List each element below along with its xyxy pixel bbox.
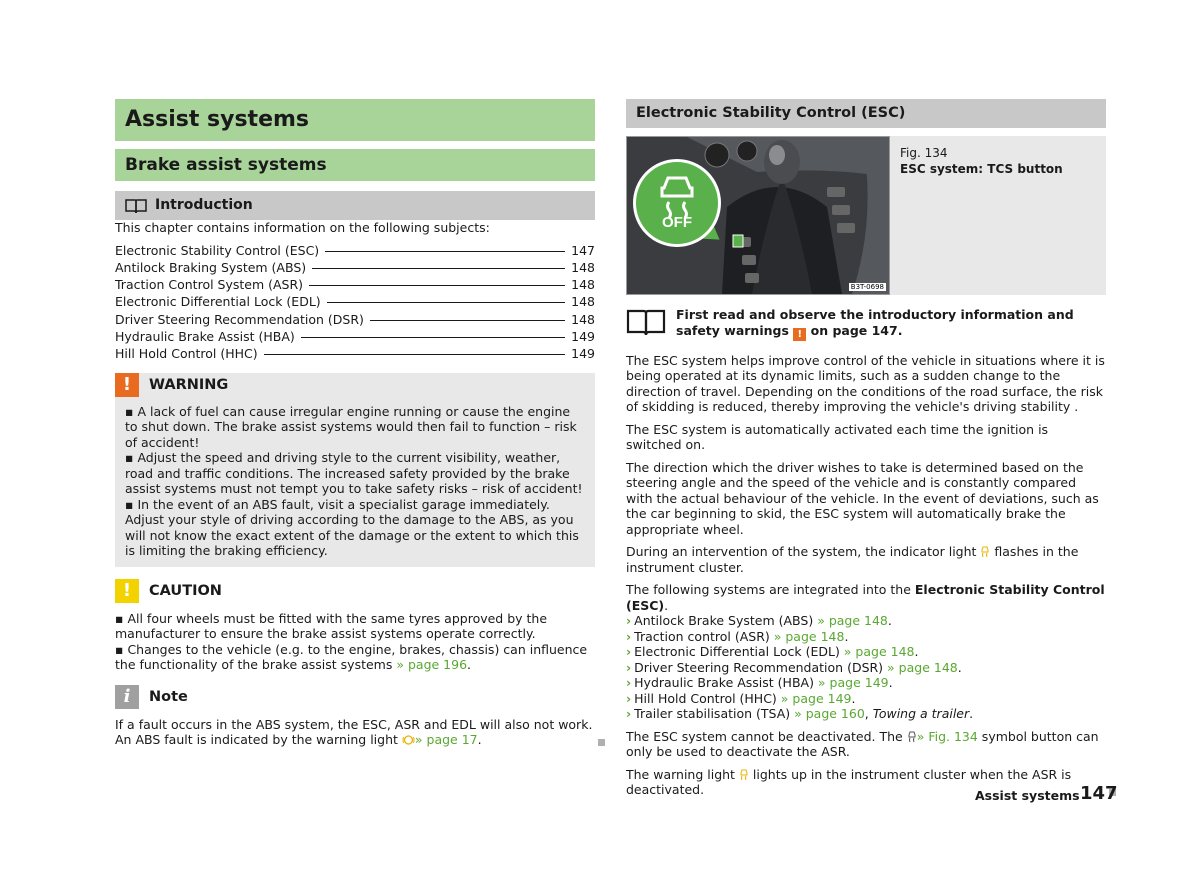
figure-label: Fig. 134 — [900, 146, 948, 160]
toc-page: 148 — [571, 259, 595, 275]
list-end: . — [969, 706, 974, 721]
list-italic: Towing a trailer — [872, 706, 970, 721]
caution-item-text: ▪ Changes to the vehicle (e.g. to the engine, brakes, chassis) can influence the functionality of the brake assist systems — [115, 641, 588, 673]
list-item — [626, 660, 1106, 676]
info-icon: i — [115, 685, 139, 709]
page-link[interactable]: » page 160 — [794, 706, 865, 721]
toc-label: Traction Control System (ASR) — [115, 277, 304, 293]
list-text: Hydraulic Brake Assist (HBA) — [634, 675, 818, 690]
toc-row[interactable] — [115, 311, 595, 328]
paragraph: The ESC system is automatically activated each time the ignition is switched on. — [626, 421, 1049, 452]
book-icon — [125, 198, 147, 214]
page-196-link[interactable]: » page 196 — [396, 657, 468, 673]
caution-item-end: . — [467, 657, 472, 673]
right-column — [626, 99, 1106, 798]
asr-warning-light-icon — [739, 769, 749, 781]
toc-leader — [327, 302, 565, 303]
paragraph-part: During an intervention of the system, the indicator light — [626, 544, 981, 559]
toc-page: 147 — [571, 242, 595, 258]
list-end: . — [888, 675, 893, 690]
toc-leader — [301, 337, 565, 338]
toc-leader — [370, 320, 565, 321]
paragraph-part: The warning light — [626, 766, 739, 782]
warning-icon: ! — [115, 373, 139, 397]
toc-label: Hill Hold Control (HHC) — [115, 346, 258, 362]
caution-title: CAUTION — [149, 582, 222, 599]
page-number: 147 — [1080, 783, 1118, 804]
toc-row[interactable] — [115, 345, 595, 362]
warning-item: ▪ In the event of an ABS fault, visit a specialist garage immediately. Adjust your style of driving according to the damage to the ABS, as you will not know the exact extent of the damage or the extent to which this is limiting the braking efficiency. — [125, 496, 579, 559]
toc-leader — [309, 285, 565, 286]
paragraph: The direction which the driver wishes to take is determined based on the steering angle and the speed of the vehicle and is constantly compared with the actual behaviour of the vehicle. In the event of deviations, such as the car beginning to skid, the ESC system will automatically brake the appropriate wheel. — [626, 459, 1099, 537]
warning-box — [115, 373, 595, 567]
figure-image — [626, 136, 890, 295]
footer-section-name: Assist systems — [975, 788, 1080, 803]
tcs-button-icon — [907, 731, 917, 743]
chevron-right-icon: › — [626, 690, 632, 706]
section-title: Brake assist systems — [115, 149, 595, 181]
page-link[interactable]: » page 148 — [773, 628, 845, 644]
paragraph-part: The following systems are integrated into the — [626, 582, 915, 597]
tcs-off-callout — [633, 159, 721, 247]
read-first-text — [676, 307, 1106, 341]
toc-page: 148 — [571, 277, 595, 293]
page-link[interactable]: » page 149 — [817, 675, 889, 690]
warning-header — [115, 373, 595, 397]
figure-caption — [890, 136, 1106, 295]
note-body — [115, 709, 595, 748]
note-title: Note — [149, 688, 188, 705]
toc-leader — [325, 251, 565, 252]
toc-leader — [264, 354, 565, 355]
section-end-marker — [598, 739, 605, 746]
list-item — [626, 691, 1106, 707]
integrated-systems — [626, 582, 1106, 722]
chevron-right-icon: › — [626, 644, 632, 659]
table-of-contents — [115, 242, 595, 363]
list-end: . — [887, 613, 892, 628]
figure — [626, 136, 1106, 295]
read-first-note — [626, 307, 1106, 341]
toc-page: 148 — [571, 311, 595, 327]
list-text: Antilock Brake System (ABS) — [634, 613, 818, 628]
list-end: . — [851, 690, 856, 706]
page-link[interactable]: » page 148 — [843, 644, 915, 659]
paragraph-part: The ESC system cannot be deactivated. The — [626, 728, 907, 744]
toc-row[interactable] — [115, 328, 595, 345]
chevron-right-icon: › — [626, 706, 632, 721]
note-end: . — [477, 732, 482, 748]
list-end: . — [844, 628, 849, 644]
chevron-right-icon: › — [626, 628, 632, 644]
list-item — [626, 675, 1106, 691]
toc-label: Electronic Stability Control (ESC) — [115, 242, 320, 258]
figure-caption-text: ESC system: TCS button — [900, 161, 1063, 176]
figure-code: B3T-0698 — [850, 283, 884, 291]
page-link[interactable]: » page 149 — [780, 690, 852, 706]
fig-134-link[interactable]: » Fig. 134 — [916, 728, 978, 744]
list-text: Trailer stabilisation (TSA) — [634, 706, 795, 721]
list-item — [626, 706, 1106, 722]
list-end: , — [864, 706, 873, 721]
open-book-icon — [626, 307, 666, 337]
toc-row[interactable] — [115, 293, 595, 310]
list-item — [626, 613, 1106, 629]
toc-row[interactable] — [115, 242, 595, 259]
left-column — [115, 99, 595, 748]
chapter-title: Assist systems — [115, 99, 595, 141]
toc-page: 148 — [571, 294, 595, 310]
abs-warning-light-icon — [402, 734, 415, 746]
caution-item: ▪ All four wheels must be fitted with the same tyres approved by the manufacturer to ensure the brake assist systems operate correctly. — [115, 610, 548, 642]
chevron-right-icon: › — [626, 675, 632, 690]
paragraph-part: flashes in the instrument cluster. — [626, 544, 1079, 575]
toc-row[interactable] — [115, 276, 595, 293]
toc-label: Electronic Differential Lock (EDL) — [115, 294, 321, 310]
note-text: If a fault occurs in the ABS system, the ESC, ASR and EDL will also not work. An ABS fault is indicated by the warning light — [115, 716, 593, 748]
toc-page: 149 — [571, 346, 595, 362]
paragraph — [626, 729, 1106, 760]
off-label: OFF — [662, 214, 692, 231]
warning-body — [115, 397, 595, 567]
toc-page: 149 — [571, 328, 595, 344]
introduction-text: This chapter contains information on the following subjects: — [115, 220, 490, 235]
toc-leader — [312, 268, 565, 269]
warning-item: ▪ A lack of fuel can cause irregular engine running or cause the engine to shut down. The brake assist systems would then fail to function – risk of accident! — [125, 403, 577, 450]
page-link[interactable]: » page 148 — [887, 659, 958, 675]
paragraph-part: lights up in the instrument cluster when the ASR is deactivated. — [626, 766, 1072, 797]
warning-title: WARNING — [149, 376, 229, 393]
list-item — [626, 629, 1106, 645]
caution-header — [115, 579, 595, 603]
warning-item: ▪ Adjust the speed and driving style to the current visibility, weather, road and traffic conditions. The increased safety provided by the brake assist systems must not tempt you to take safety risks – risk of accident! — [125, 450, 583, 497]
chevron-right-icon: › — [626, 613, 632, 628]
caution-item — [115, 642, 595, 673]
list-text: Hill Hold Control (HHC) — [634, 690, 781, 706]
warning-icon-small: ! — [793, 328, 806, 341]
toc-label: Hydraulic Brake Assist (HBA) — [115, 328, 295, 344]
caution-body — [115, 603, 595, 673]
esc-indicator-icon — [980, 546, 990, 558]
list-text: Electronic Differential Lock (EDL) — [634, 644, 844, 659]
introduction-heading — [115, 191, 595, 220]
list-text: Driver Steering Recommendation (DSR) — [634, 659, 888, 675]
list-end: . — [957, 659, 962, 675]
paragraph-part: symbol button can only be used to deactivate the ASR. — [626, 728, 1099, 759]
paragraph — [626, 544, 1106, 575]
toc-row[interactable] — [115, 259, 595, 276]
esc-heading: Electronic Stability Control (ESC) — [626, 99, 1106, 128]
paragraph-part: . — [664, 597, 669, 613]
list-item — [626, 644, 1106, 660]
list-end: . — [914, 644, 919, 659]
read-first-part: First read and observe the introductory information and safety warnings — [676, 307, 1074, 338]
list-text: Traction control (ASR) — [634, 628, 774, 644]
read-first-part: on page 147. — [806, 322, 903, 338]
toc-label: Driver Steering Recommendation (DSR) — [115, 311, 364, 327]
introduction-label: Introduction — [155, 197, 253, 213]
paragraph-bold: Electronic Stability Control (ESC) — [626, 582, 1105, 613]
note-header — [115, 685, 595, 709]
page-link[interactable]: » page 148 — [817, 613, 888, 628]
paragraph: The ESC system helps improve control of the vehicle in situations where it is being operated at its dynamic limits, such as a sudden change to the direction of travel. Depending on the conditions of the road surface, the risk of skidding is reduced, thereby improving the vehicle's driving stability . — [626, 352, 1105, 414]
toc-label: Antilock Braking System (ABS) — [115, 259, 307, 275]
chevron-right-icon: › — [626, 659, 632, 675]
page-17-link[interactable]: » page 17 — [414, 732, 478, 748]
caution-icon: ! — [115, 579, 139, 603]
